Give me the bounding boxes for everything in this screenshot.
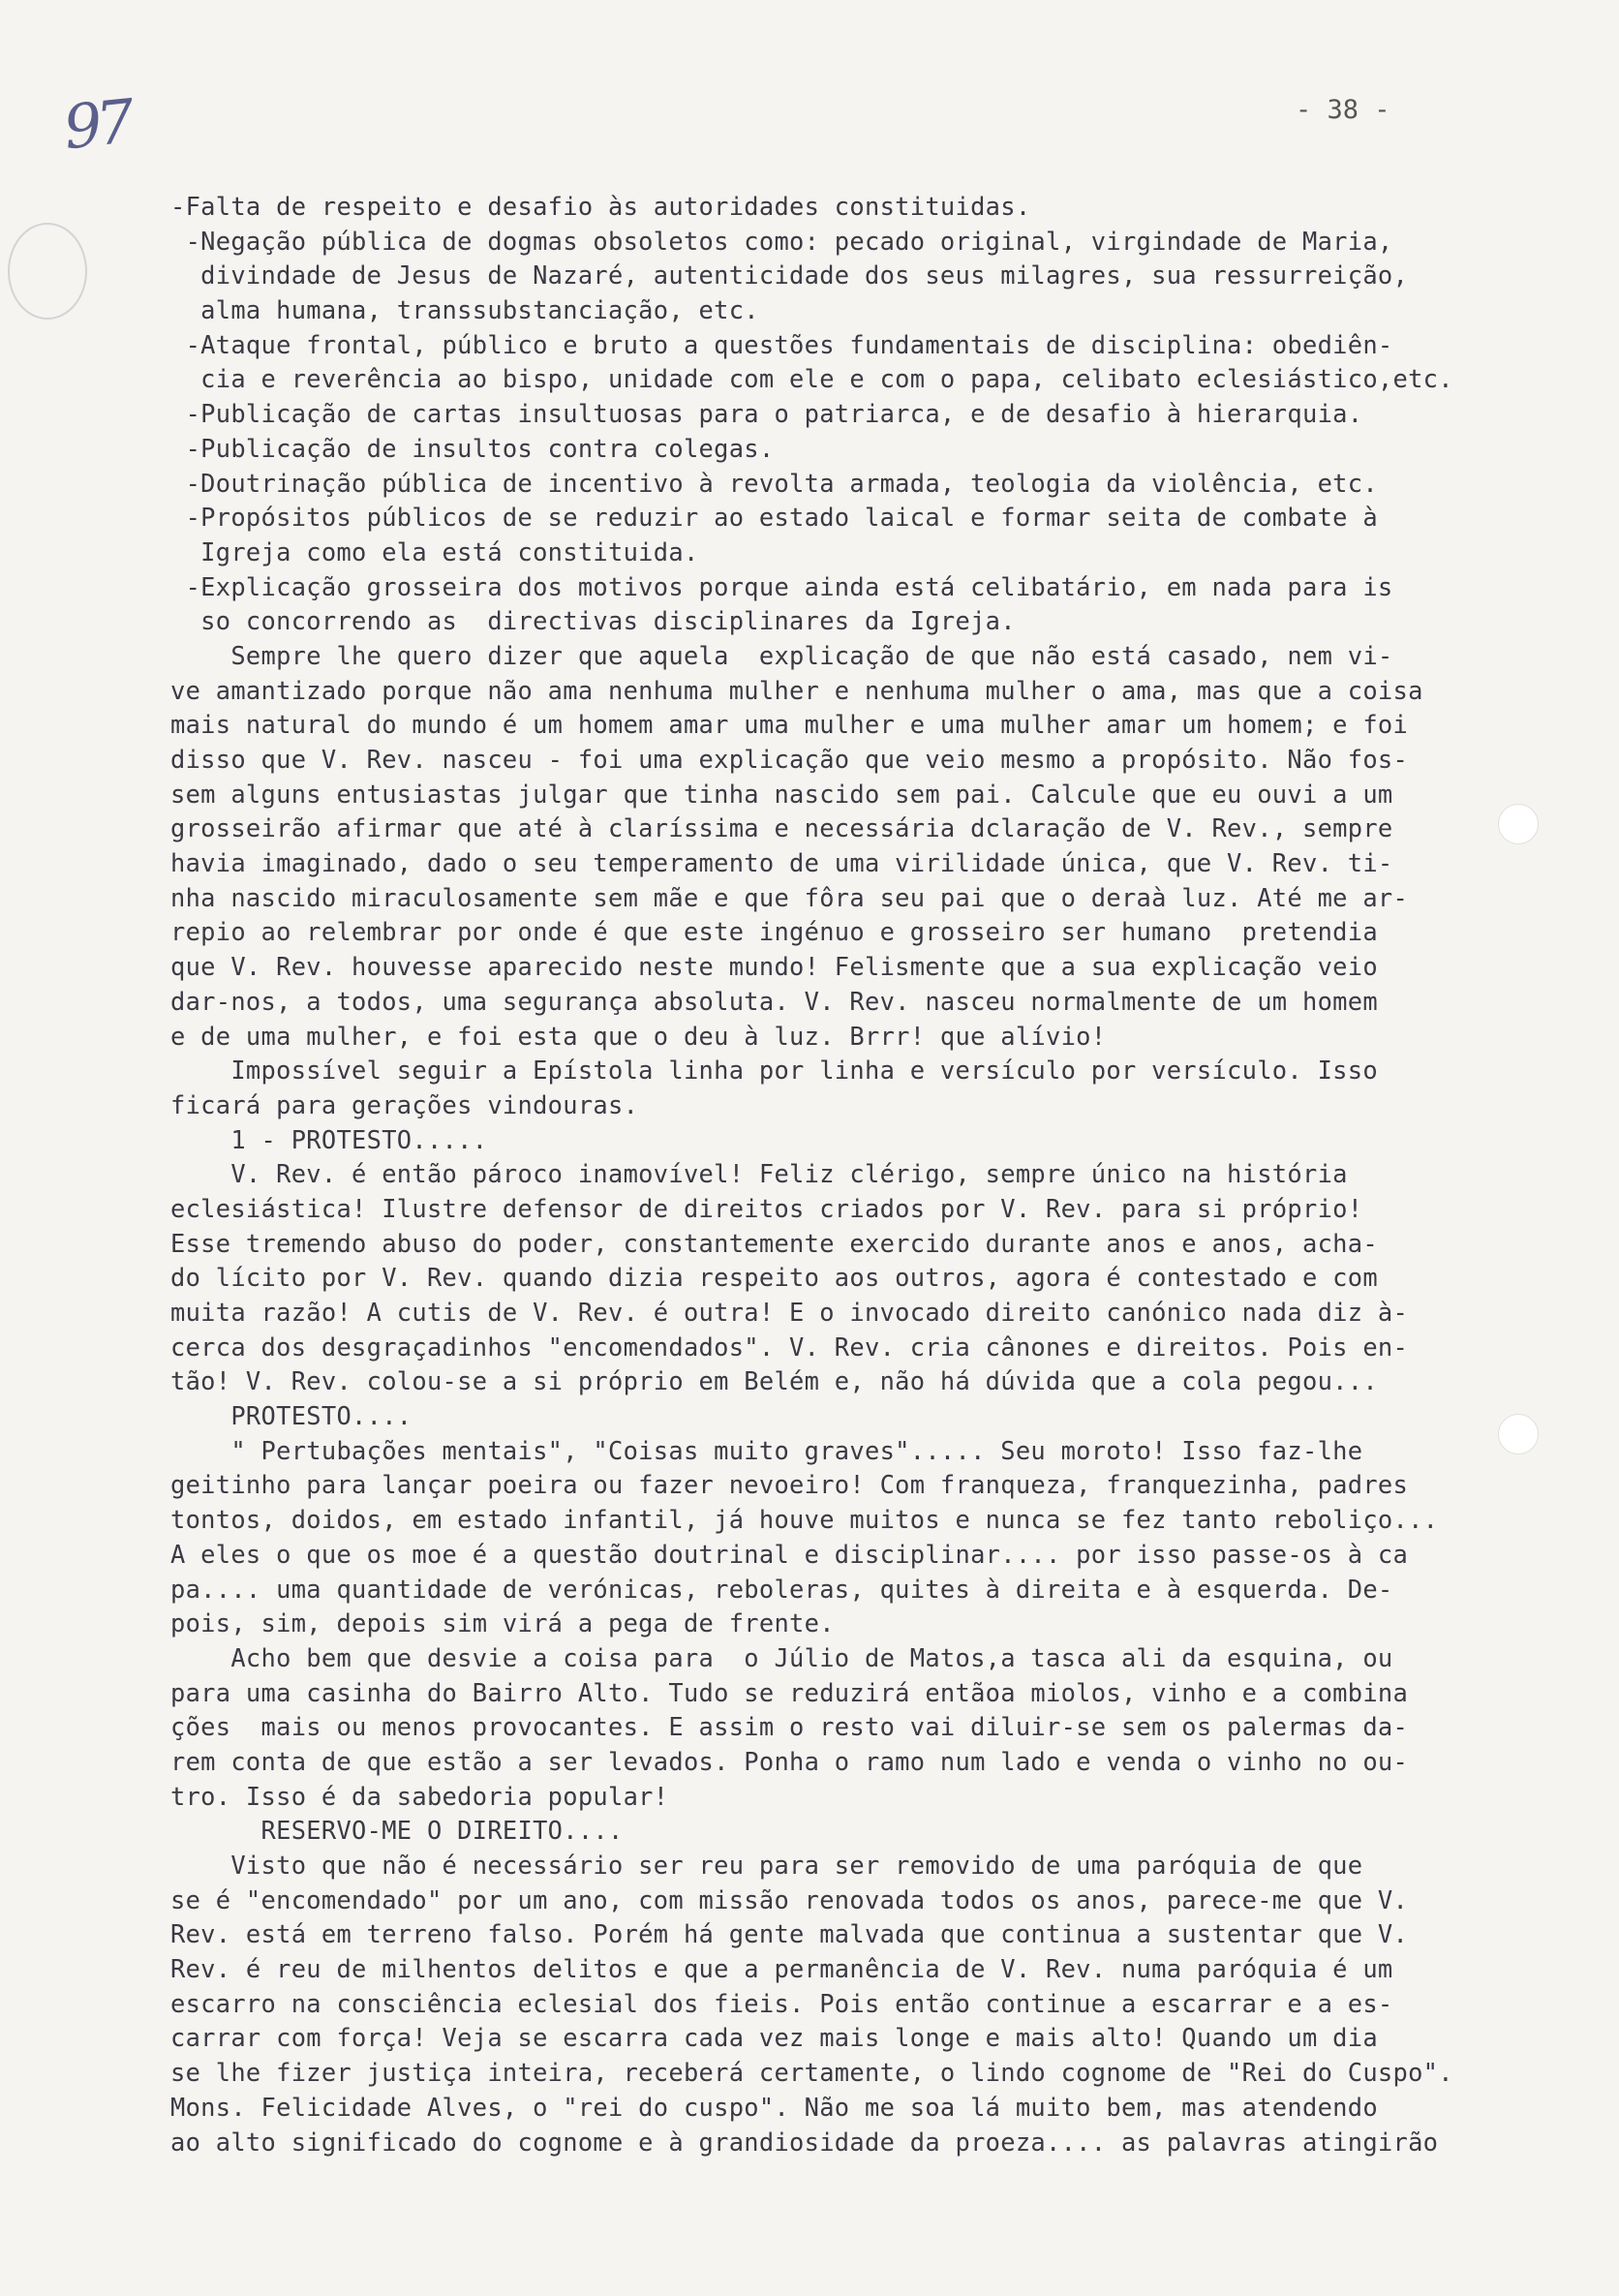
text-line: ve amantizado porque não ama nenhuma mulher e nenhuma mulher o ama, mas que a coisa (170, 675, 1423, 705)
text-line: se lhe fizer justiça inteira, receberá certamente, o lindo cognome de "Rei do Cuspo". (170, 2058, 1453, 2088)
text-line: ções mais ou menos provocantes. E assim o resto vai diluir-se sem os palermas da- (170, 1712, 1409, 1742)
text-line: -Propósitos públicos de se reduzir ao estado laical e formar seita de combate à (170, 503, 1378, 533)
punch-hole (1498, 804, 1539, 844)
text-line: cia e reverência ao bispo, unidade com ele e com o papa, celibato eclesiástico,etc. (170, 364, 1453, 394)
text-line: -Explicação grosseira dos motivos porque ainda está celibatário, em nada para is (170, 571, 1393, 601)
text-line: pois, sim, depois sim virá a pega de frente. (170, 1608, 835, 1638)
text-line: Mons. Felicidade Alves, o "rei do cuspo". Não me soa lá muito bem, mas atendendo (170, 2092, 1378, 2122)
text-line: mais natural do mundo é um homem amar uma mulher e uma mulher amar um homem; e foi (170, 710, 1409, 740)
text-line: grosseirão afirmar que até à claríssima e necessária dclaração de V. Rev., sempre (170, 813, 1393, 843)
text-line: ao alto significado do cognome e à grandiosidade da proeza.... as palavras atingirão (170, 2127, 1439, 2157)
text-line: geitinho para lançar poeira ou fazer nevoeiro! Com franqueza, franquezinha, padres (170, 1470, 1409, 1500)
text-line: -Negação pública de dogmas obsoletos como: pecado original, virgindade de Maria, (170, 226, 1393, 256)
text-line: -Doutrinação pública de incentivo à revolta armada, teologia da violência, etc. (170, 468, 1378, 498)
text-line: Impossível seguir a Epístola linha por linha e versículo por versículo. Isso (170, 1056, 1378, 1086)
text-line: sem alguns entusiastas julgar que tinha nascido sem pai. Calcule que eu ouvi a um (170, 779, 1393, 809)
punch-hole (1498, 1414, 1539, 1454)
text-line: -Falta de respeito e desafio às autoridades constituidas. (170, 192, 1031, 221)
text-line: alma humana, transsubstanciação, etc. (170, 295, 759, 325)
text-line: " Pertubações mentais", "Coisas muito graves"..... Seu moroto! Isso faz-lhe (170, 1435, 1363, 1465)
text-line: disso que V. Rev. nasceu - foi uma explicação que veio mesmo a propósito. Não fos- (170, 745, 1409, 774)
text-line: dar-nos, a todos, uma segurança absoluta. V. Rev. nasceu normalmente de um homem (170, 986, 1378, 1016)
text-line: V. Rev. é então pároco inamovível! Feliz clérigo, sempre único na história (170, 1159, 1348, 1189)
text-line: Visto que não é necessário ser reu para ser removido de uma paróquia de que (170, 1851, 1363, 1880)
text-line: RESERVO-ME O DIREITO.... (170, 1816, 624, 1846)
text-line: se é "encomendado" por um ano, com missão renovada todos os anos, parece-me que V. (170, 1884, 1409, 1914)
text-line: A eles o que os moe é a questão doutrinal e disciplinar.... por isso passe-os à ca (170, 1539, 1409, 1569)
text-line: Rev. é reu de milhentos delitos e que a permanência de V. Rev. numa paróquia é um (170, 1954, 1393, 1984)
text-line: Rev. está em terreno falso. Porém há gente malvada que continua a sustentar que V. (170, 1919, 1409, 1949)
text-line: tão! V. Rev. colou-se a si próprio em Belém e, não há dúvida que a cola pegou... (170, 1366, 1378, 1396)
text-line: Sempre lhe quero dizer que aquela explicação de que não está casado, nem vi- (170, 640, 1393, 670)
text-line: pa.... uma quantidade de verónicas, reboleras, quites à direita e à esquerda. De- (170, 1574, 1393, 1604)
text-line: repio ao relembrar por onde é que este ingénuo e grosseiro ser humano pretendia (170, 917, 1378, 947)
text-line: cerca dos desgraçadinhos "encomendados". V. Rev. cria cânones e direitos. Pois en- (170, 1332, 1409, 1362)
text-line: -Publicação de insultos contra colegas. (170, 433, 775, 463)
text-line: carrar com força! Veja se escarra cada vez mais longe e mais alto! Quando um dia (170, 2023, 1378, 2053)
text-line: tro. Isso é da sabedoria popular! (170, 1781, 669, 1811)
text-line: eclesiástica! Ilustre defensor de direitos criados por V. Rev. para si próprio! (170, 1193, 1363, 1223)
text-line: nha nascido miraculosamente sem mãe e que fôra seu pai que o deraà luz. Até me ar- (170, 882, 1409, 912)
text-line: para uma casinha do Bairro Alto. Tudo se reduzirá entãoa miolos, vinho e a combina (170, 1677, 1409, 1707)
text-line: so concorrendo as directivas disciplinares da Igreja. (170, 606, 1016, 636)
text-line: divindade de Jesus de Nazaré, autenticidade dos seus milagres, sua ressurreição, (170, 260, 1409, 291)
text-line: Esse tremendo abuso do poder, constantemente exercido durante anos e anos, acha- (170, 1228, 1378, 1258)
text-line: -Publicação de cartas insultuosas para o patriarca, e de desafio à hierarquia. (170, 399, 1363, 429)
text-line: escarro na consciência eclesial dos fieis. Pois então continue a escarrar e a es- (170, 1988, 1393, 2018)
text-line: Acho bem que desvie a coisa para o Júlio de Matos,a tasca ali da esquina, ou (170, 1642, 1393, 1672)
text-line: tontos, doidos, em estado infantil, já houve muitos e nunca se fez tanto reboliço... (170, 1505, 1439, 1535)
text-line: PROTESTO.... (170, 1401, 412, 1431)
text-line: 1 - PROTESTO..... (170, 1124, 488, 1154)
text-line: que V. Rev. houvesse aparecido neste mundo! Felismente que a sua explicação veio (170, 952, 1378, 982)
body-text (170, 190, 1487, 2159)
text-line: havia imaginado, dado o seu temperamento de uma virilidade única, que V. Rev. ti- (170, 848, 1393, 878)
text-line: e de uma mulher, e foi esta que o deu à luz. Brrr! que alívio! (170, 1021, 1107, 1051)
page-number: - 38 - (1296, 95, 1390, 125)
text-line: ficará para gerações vindouras. (170, 1089, 639, 1119)
text-line: Igreja como ela está constituida. (170, 536, 699, 566)
text-line: do lícito por V. Rev. quando dizia respeito aos outros, agora é contestado e com (170, 1263, 1378, 1293)
text-line: muita razão! A cutis de V. Rev. é outra! E o invocado direito canónico nada diz à- (170, 1298, 1409, 1327)
text-line: -Ataque frontal, público e bruto a questões fundamentais de disciplina: obediên- (170, 329, 1393, 359)
faded-stamp (8, 223, 87, 320)
text-line: rem conta de que estão a ser levados. Ponha o ramo num lado e venda o vinho no ou- (170, 1746, 1409, 1776)
archive-number: 97 (60, 85, 133, 164)
